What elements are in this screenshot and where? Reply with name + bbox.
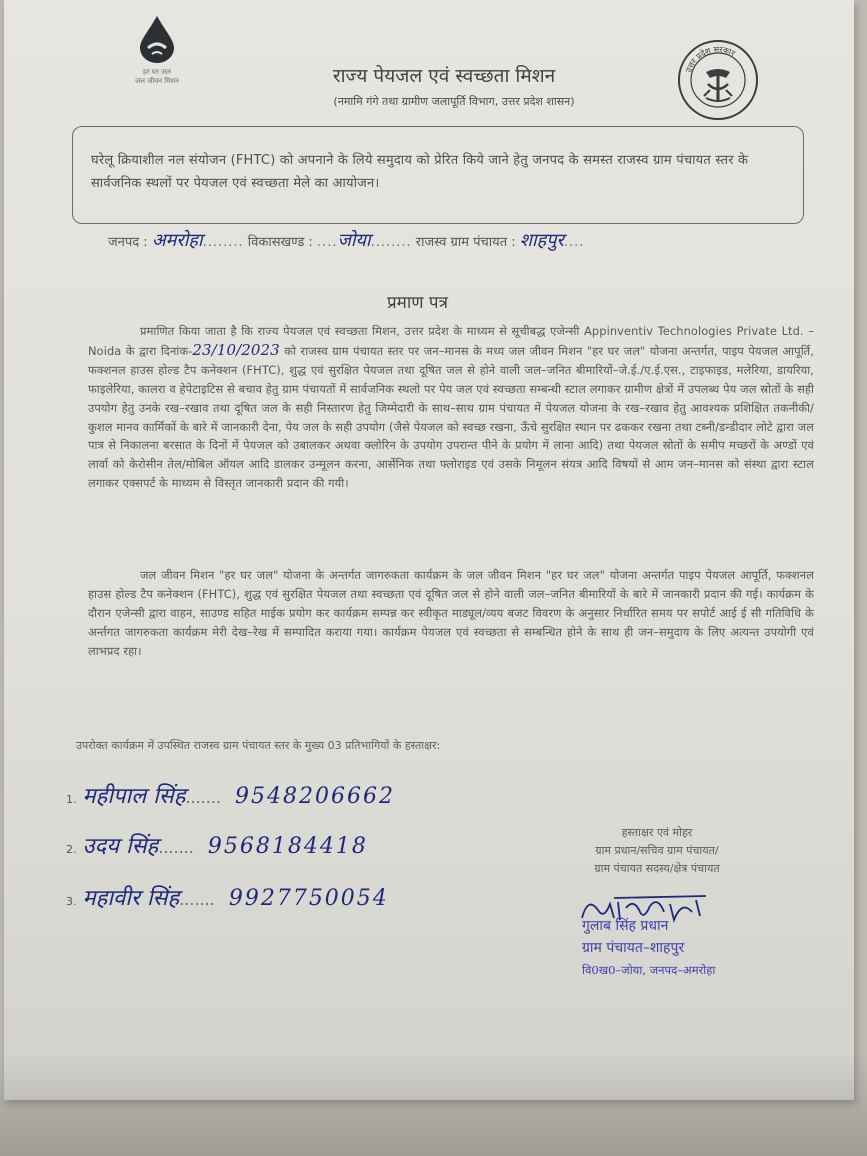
signatory-line-3: ग्राम पंचायत सदस्य/क्षेत्र पंचायत [594,862,720,875]
attendee-phone: 9548206662 [235,784,395,809]
logo-caption-2: जल जीवन मिशन [135,77,179,85]
page-shadow [0,1050,867,1156]
certificate-document [4,0,854,1100]
certificate-paragraph-1 [88,322,814,493]
para1-part-a: प्रमाणित किया जाता है कि राज्य पेयजल एवं स्वच्छता मिशन, उत्तर प्रदेश के माध्यम से सूचीबद्ध एजेन्सी Appinventiv Technologies Private Ltd. – Noida के द्वारा दिनांक- [88,324,814,358]
para2-text: जल जीवन मिशन "हर घर जल" योजना के अन्तर्गत जागरुकता कार्यक्रम के जल जीवन मिशन "हर घर जल" योजना अन्तर्गत पाइप पेयजल आपूर्ति, फक्शनल हाउस होल्ड टैप कनेक्शन (FHTC), शुद्ध एवं सुरक्षित पेयजल तथा स्वच्छता एवं दूषित जल से होने वाली जल–जनित बीमारियों के बारे में जानकारी प्रदान की गई। कार्यक्रम के दौरान एजेन्सी द्वारा वाहन, साउण्ड सहित माईक प्रयोग कर कार्यक्रम सम्पन्न कर स्वीकृत माड्यूल/व्यय बजट विवरण के अनुसार निर्धारित समय पर सपोर्ट आई ई सी गतिविधि के अर्न्तगत जागरुकता कार्यक्रम मेरी देख–रेख में सम्पादित कराया गया। कार्यक्रम पेयजल एवं स्वच्छता से सम्बन्धित होने के साथ ही जन–समुदाय के लिए अत्यन्त उपयोगी एवं लाभप्रद रहा। [88,568,814,658]
logo-caption-1: हर घर जल [143,68,171,76]
stamp-line-2: ग्राम पंचायत–शाहपुर [582,940,685,956]
up-govt-emblem-icon [676,38,760,122]
org-subtitle: (नमामि गंगे तथा ग्रामीण जलापूर्ति विभाग, उत्तर प्रदेश शासन) [333,95,575,108]
attendee-number: 1. [66,793,77,806]
attendee-phone: 9568184418 [207,834,368,859]
attendee-row: 2. उदय सिंह....... 9568184418 [66,834,368,859]
location-fields: जनपद : अमरोहा........ विकासखण्ड : ....जोया........ राजस्व ग्राम पंचायत : शाहपुर.... [108,230,585,251]
water-drop-icon [134,14,180,64]
panchayat-label: राजस्व ग्राम पंचायत : [415,235,516,250]
attendees-intro: उपरोक्त कार्यक्रम में उपस्थित राजस्व ग्राम पंचायत स्तर के मुख्य 03 प्रतिभागियों के हस्ताक्षर: [76,739,441,752]
panchayat-value: शाहपुर [519,230,564,251]
attendee-number: 2. [66,843,77,856]
signatory-block [552,824,762,878]
emblem-text: उत्तर प्रदेश सरकार [684,44,737,74]
block-value: जोया [337,230,371,251]
stamp-line-1: गुलाब सिंह प्रधान [582,918,669,934]
stamp-line-3: वि0ख0–जोया, जनपद–अमरोहा [582,963,716,977]
para1-part-b: को राजस्व ग्राम पंचायत स्तर पर जन–मानस के मध्य जल जीवन मिशन "हर घर जल" योजना अन्तर्गत, पाइप पेयजल आपूर्ति, फक्शनल हाउस होल्ड टैप कनेक्शन (FHTC), शुद्ध एवं सुरक्षित पेयजल तथा दूषित जल से होने वाली जल–जनित बीमारियों–जे.ई./ए.ई.एस., टाइफाइड, मलेरिया, डायरिया, फाइलेरिया, कालरा व हेपेटाइटिस से बचाव हेतु ग्राम पंचायतों में सार्वजनिक स्थलो पर पेय जल एवं स्वच्छता सम्बन्धी स्टाल लगाकर ग्रामीण क्षेत्रों में उपलब्ध पेय जल स्रोतों के सही उपयोग हेतु उनके रख–रखाव तथा दूषित जल के सही निस्तारण हेतु जिम्मेदारी के साथ–साथ ग्राम पंचायत में पेयजल योजना के रख–रखाव हेतु आवश्यक प्रशिक्षित तकनीकी/कुशल मानव कार्मिकों के बारे में जानकारी देना, पेय जल के सही उपयोग (जैसे पेयजल को स्वच्छ रखना, ऊँचे सुरक्षित स्थान पर ढककर रखना तथा टब्नी/डन्डीदार लोटे द्वारा जल पात्र से निकालना बरसात के दिनों में पेयजल को उबालकर अथवा क्लोरिन के उपयोग उपरान्त पीने के प्रयोग में लाना आदि) तथा पेयजल स्रोतों के समीप मच्छरों के अण्डों एवं लार्वा को केरोसीन तेल/मोबिल ऑयल आदि डालकर उन्मूलन करना, आर्सेनिक तथा फ्लोराइड एवं उसके निमूलन संयत्र आदि विषयों से आम जन–मानस को संस्था द्वारा स्टाल लगाकर एक्सपर्ट के माध्यम से विस्तृत जानकारी प्रदान की गयी। [88,343,814,491]
certificate-paragraph-2 [88,566,814,661]
district-label: जनपद : [108,235,148,250]
certificate-heading: प्रमाण पत्र [387,293,448,313]
district-value: अमरोहा [151,230,203,251]
block-label: विकासखण्ड : [247,235,313,250]
attendee-name: महावीर सिंह [82,886,180,911]
attendee-phone: 9927750054 [228,886,389,911]
signatory-line-2: ग्राम प्रधान/सचिव ग्राम पंचायत/ [595,844,719,857]
topic-text: घरेलू क्रियाशील नल संयोजन (FHTC) को अपनाने के लिये समुदाय को प्रेरित किये जाने हेतु जनपद के समस्त राजस्व ग्राम पंचायत स्तर के सार्वजनिक स्थलों पर पेयजल एवं स्वच्छता मेले का आयोजन। [91,153,749,191]
jal-jeevan-logo [122,14,192,94]
attendee-row: 1. महीपाल सिंह....... 9548206662 [66,784,395,809]
attendee-name: महीपाल सिंह [82,784,186,809]
event-date: 23/10/2023 [192,340,280,359]
attendee-row: 3. महावीर सिंह....... 9927750054 [66,886,389,911]
signatory-line-1: हस्ताक्षर एवं मोहर [621,826,693,839]
topic-box [72,126,804,224]
attendee-name: उदय सिंह [82,834,159,859]
org-title: राज्य पेयजल एवं स्वच्छता मिशन [332,65,556,87]
svg-text:उत्तर प्रदेश सरकार [684,45,737,74]
attendee-number: 3. [66,895,77,908]
pradhan-stamp [582,915,792,981]
